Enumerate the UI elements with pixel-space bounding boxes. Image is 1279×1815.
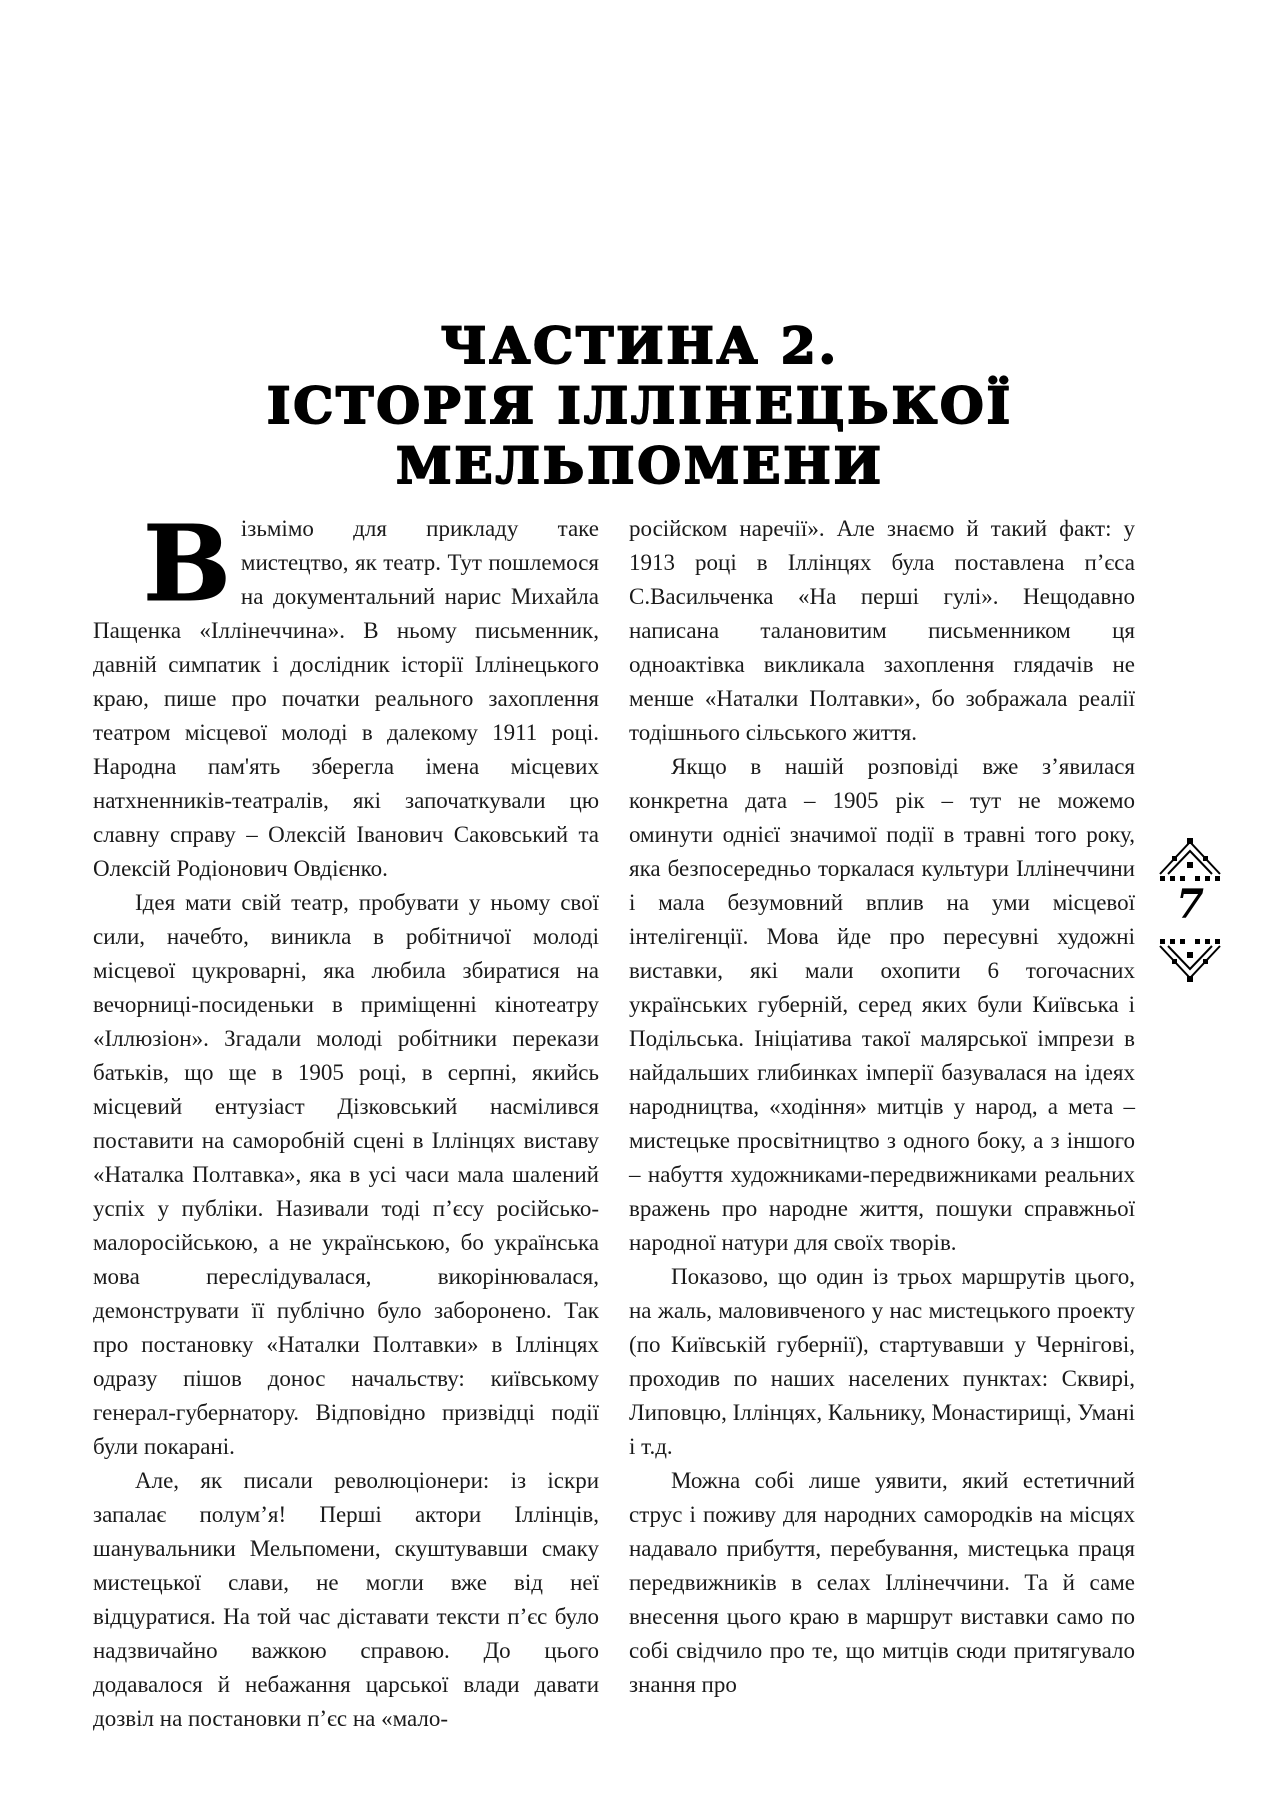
embroidery-ornament-icon (1158, 938, 1222, 986)
chapter-title (180, 316, 1100, 496)
paragraph: Якщо в нашій розповіді вже з’явилася конкретна дата – 1905 рік – тут не можемо оминути однієї значимої події в травні того року, яка безпосередньо торкалася культури Іллінеччини і мала безумовний вплив на уми місцевої інтелігенції. Мова йде про пересувні художні виставки, які мали охопити 6 тогочасних українських губерній, серед яких були Київська і Подільська. Ініціатива такої малярської імпрези в найдальших глибинках імперії базувалася на ідеях народництва, «ходіння» митців у народ, а мета – мистецьке просвітництво з одного боку, а з іншого – набуття художниками-передвижниками реальних вражень про народне життя, пошуки справжньої народної натури для своїх творів. (629, 754, 1135, 1255)
chapter-title-line-1: ЧАСТИНА 2. (440, 316, 840, 375)
paragraph: російском наречії». Але знаємо й такий факт: у 1913 році в Іллінцях була поставлена п’єса С.Васильченка «На перші гулі». Нещодавно написана талановитим письменником ця одноактівка викликала захоплення глядачів не менше «Наталки Полтавки», бо зображала реалії тодішнього сільського життя. (629, 516, 1135, 745)
paragraph: Ідея мати свій театр, пробувати у ньому свої сили, начебто, виникла в робітничої молоді місцевої цукроварні, яка любила збиратися на вечорниці-посиденьки в приміщенні кінотеатру «Іллюзіон». Згадали молоді робітники перекази батьків, що ще в 1905 році, в серпні, якийсь місцевий ентузіаст Дізковський насмілився поставити на саморобній сцені в Іллінцях виставу «Наталка Полтавка», яка в усі часи мала шалений успіх у публіки. Називали тоді п’єсу російсько-малоросійською, а не українською, бо українська мова переслідувалася, викорінювалася, демонструвати її публічно було заборонено. Так про постановку «Наталки Полтавки» в Іллінцях одразу пішов донос начальству: київському генерал-губернатору. Відповідно призвідці події були покарані. (93, 890, 599, 1459)
right-column (629, 512, 1135, 1702)
paragraph: Але, як писали революціонери: із іскри запалає полум’я! Перші актори Іллінців, шанувальники Мельпомени, скуштувавши смаку мистецької слави, не могли вже від неї відцуратися. На той час діставати тексти п’єс було надзвичайно важкою справою. До цього додавалося й небажання царської влади давати дозвіл на постановки п’єс на «мало- (93, 1468, 599, 1731)
chapter-title-line-2: ІСТОРІЯ ІЛЛІНЕЦЬКОЇ (267, 376, 1013, 435)
paragraph (93, 502, 599, 886)
paragraph: Показово, що один із трьох маршрутів цього, на жаль, маловивченого у нас мистецького проекту (по Київській губернії), стартувавши у Чернігові, проходив по наших населених пунктах: Сквирі, Липовцю, Іллінцях, Кальнику, Монастирищі, Умані і т.д. (629, 1264, 1135, 1459)
page-number: 7 (1176, 881, 1204, 928)
paragraph-text: ізьмімо для прикладу таке мистецтво, як театр. Тут пошлемося на документальний нарис Михайла Пащенка «Іллінеччина». В ньому письменник, давній симпатик і дослідник історії Іллінецького краю, пише про початки реального захоплення театром місцевої молоді в далекому 1911 році. Народна пам'ять зберегла імена місцевих натхненників-театралів, які започаткували цю славну справу – Олексій Іванович Саковський та Олексій Родіонович Овдієнко. (93, 516, 599, 881)
embroidery-ornament-icon (1158, 834, 1222, 882)
chapter-title-line-3: МЕЛЬПОМЕНИ (396, 436, 884, 495)
paragraph: Можна собі лише уявити, який естетичний струс і поживу для народних самородків на місцях надавало прибуття, перебування, мистецька праця передвижників в селах Іллінеччини. Та й саме внесення цього краю в маршрут виставки само по собі свідчило про те, що митців сюди притягувало знання про (629, 1468, 1135, 1697)
left-column (93, 502, 599, 1736)
drop-cap: В (143, 502, 231, 625)
